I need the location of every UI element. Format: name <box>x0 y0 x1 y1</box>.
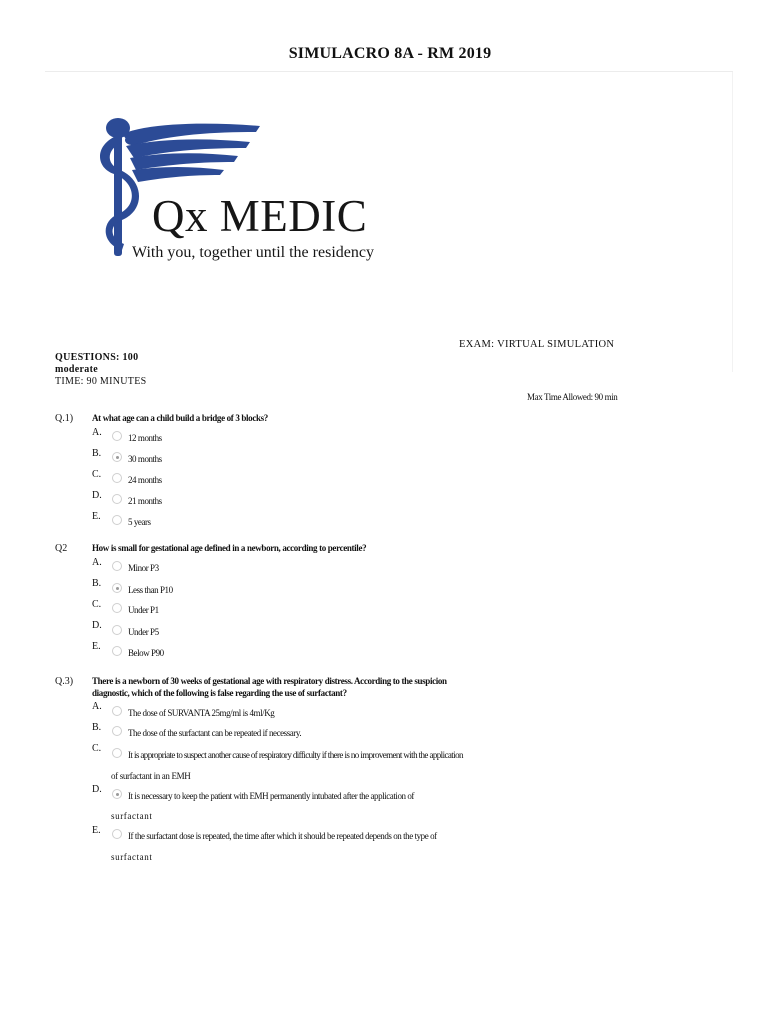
option-radio[interactable] <box>112 829 122 839</box>
option-radio[interactable] <box>112 431 122 441</box>
option-label-continued: surfactant <box>111 852 153 862</box>
title-divider <box>45 71 733 72</box>
time-label: TIME: 90 MINUTES <box>55 376 147 387</box>
questions-count: QUESTIONS: 100 <box>55 352 139 363</box>
question-text-continued: diagnostic, which of the following is false regarding the use of surfactant? <box>92 688 347 698</box>
option-label[interactable]: Under P1 <box>128 605 159 615</box>
option-letter: E. <box>92 825 101 836</box>
option-letter: C. <box>92 743 102 754</box>
difficulty-label: moderate <box>55 364 98 375</box>
logo-name: Qx MEDIC <box>152 191 368 241</box>
option-label[interactable]: 5 years <box>128 517 151 527</box>
question-text: How is small for gestational age defined in a newborn, according to percentile? <box>92 543 367 553</box>
max-time-label: Max Time Allowed: 90 min <box>527 392 618 402</box>
option-letter: B. <box>92 578 102 589</box>
option-radio[interactable] <box>112 748 122 758</box>
option-letter: B. <box>92 722 102 733</box>
option-letter: A. <box>92 557 102 568</box>
option-label[interactable]: 21 months <box>128 496 162 506</box>
option-letter: D. <box>92 784 102 795</box>
logo-tagline: With you, together until the residency <box>132 244 374 261</box>
question-number: Q.3) <box>55 676 74 687</box>
page-title: SIMULACRO 8A - RM 2019 <box>288 45 492 62</box>
option-letter: A. <box>92 427 102 438</box>
exam-type: EXAM: VIRTUAL SIMULATION <box>459 339 615 350</box>
option-label[interactable]: 12 months <box>128 433 162 443</box>
option-label[interactable]: Under P5 <box>128 627 159 637</box>
option-radio[interactable] <box>112 646 122 656</box>
option-radio[interactable] <box>112 561 122 571</box>
option-radio[interactable] <box>112 789 122 799</box>
option-letter: B. <box>92 448 102 459</box>
option-radio[interactable] <box>112 583 122 593</box>
option-label[interactable]: If the surfactant dose is repeated, the time after which it should be repeated depends on the type of <box>128 831 437 841</box>
logo <box>92 112 402 272</box>
option-letter: C. <box>92 599 102 610</box>
option-radio[interactable] <box>112 452 122 462</box>
option-radio[interactable] <box>112 473 122 483</box>
option-letter: D. <box>92 490 102 501</box>
option-radio[interactable] <box>112 603 122 613</box>
option-label-continued: of surfactant in an EMH <box>111 771 191 781</box>
question-text: There is a newborn of 30 weeks of gestational age with respiratory distress. According to the suspicion <box>92 676 447 686</box>
question-number: Q.1) <box>55 413 74 424</box>
option-label[interactable]: It is appropriate to suspect another cause of respiratory difficulty if there is no improvement with the application <box>128 750 463 760</box>
option-letter: A. <box>92 701 102 712</box>
option-label-continued: surfactant <box>111 811 153 821</box>
option-radio[interactable] <box>112 726 122 736</box>
option-radio[interactable] <box>112 625 122 635</box>
option-label[interactable]: 24 months <box>128 475 162 485</box>
option-letter: D. <box>92 620 102 631</box>
question-number: Q2 <box>55 543 68 554</box>
option-label[interactable]: It is necessary to keep the patient with EMH permanently intubated after the application of <box>128 791 414 801</box>
option-label[interactable]: Less than P10 <box>128 585 173 595</box>
option-radio[interactable] <box>112 494 122 504</box>
option-radio[interactable] <box>112 706 122 716</box>
option-label[interactable]: 30 months <box>128 454 162 464</box>
option-radio[interactable] <box>112 515 122 525</box>
option-letter: E. <box>92 641 101 652</box>
question-text: At what age can a child build a bridge of 3 blocks? <box>92 413 268 423</box>
side-divider <box>732 72 733 372</box>
option-label[interactable]: The dose of SURVANTA 25mg/ml is 4ml/Kg <box>128 708 275 718</box>
option-label[interactable]: The dose of the surfactant can be repeated if necessary. <box>128 728 302 738</box>
option-letter: E. <box>92 511 101 522</box>
option-label[interactable]: Minor P3 <box>128 563 159 573</box>
option-label[interactable]: Below P90 <box>128 648 164 658</box>
option-letter: C. <box>92 469 102 480</box>
